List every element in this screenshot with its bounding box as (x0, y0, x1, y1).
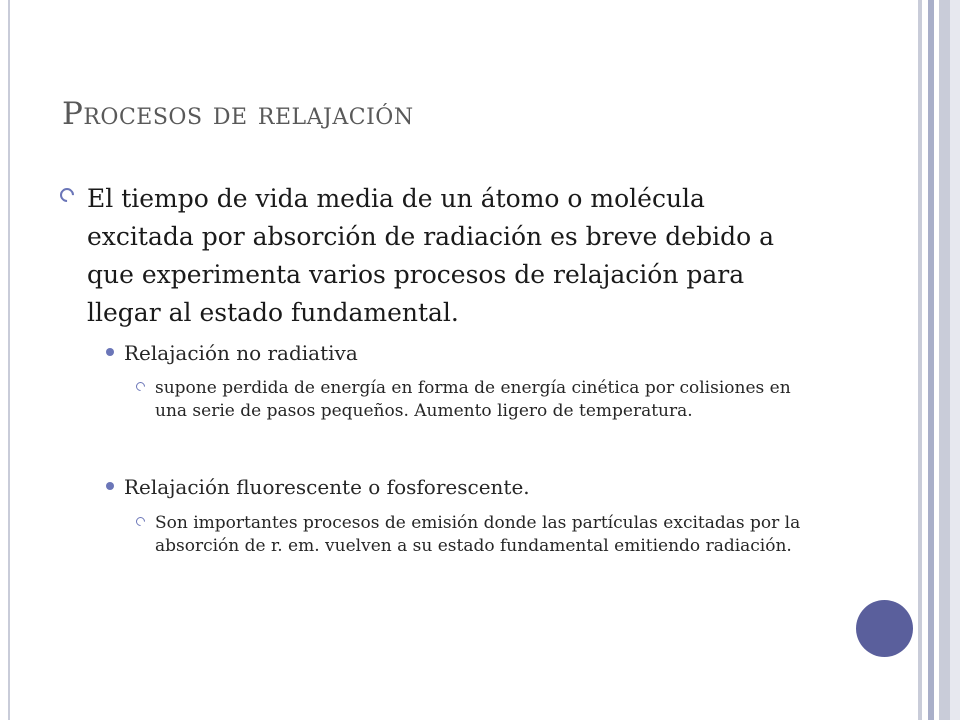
bullet-dot-icon (106, 482, 114, 490)
sub-bullet-label: Relajación fluorescente o fosforescente. (124, 475, 530, 499)
bullet-ring-icon (134, 515, 147, 528)
decor-stripe (950, 0, 960, 720)
detail-bullet-text: supone perdida de energía en forma de energía cinética por colisiones en una serie de pasos pequeños. Aumento ligero de temperatura. (155, 378, 791, 421)
left-frame-line (8, 0, 10, 720)
decor-circle (856, 600, 913, 657)
sub-bullet-label: Relajación no radiativa (124, 341, 358, 365)
detail-bullet-text: Son importantes procesos de emisión donde las partículas excitadas por la absorción de r. em. vuelven a su estado fundamental emitiendo radiación. (155, 513, 801, 556)
bullet-ring-icon (134, 380, 147, 393)
bullet-ring-icon (57, 185, 77, 205)
bullet-dot-icon (106, 348, 114, 356)
slide-title: Procesos de relajación (62, 96, 414, 132)
decor-stripe (939, 0, 950, 720)
main-bullet-text: El tiempo de vida media de un átomo o molécula excitada por absorción de radiación es breve debido a que experimenta varios procesos de relajación para llegar al estado fundamental. (87, 184, 774, 327)
